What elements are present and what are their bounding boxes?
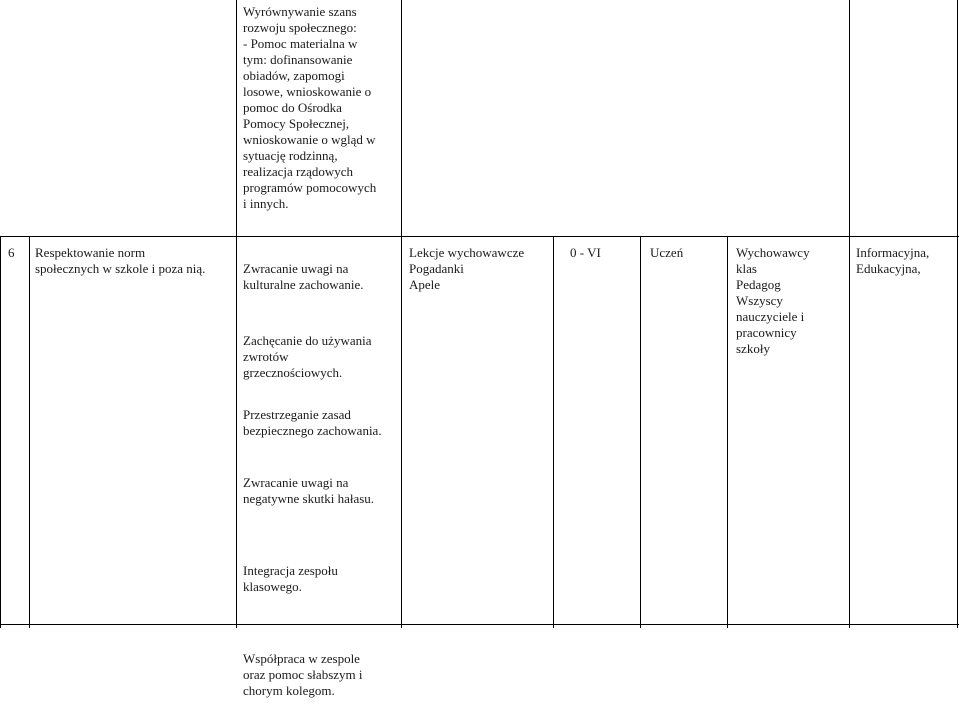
- activity-item: Integracja zespołu klasowego.: [243, 563, 338, 594]
- activities-cell: [243, 245, 398, 715]
- activity-item: Zwracanie uwagi na kulturalne zachowanie.: [243, 261, 364, 292]
- column-divider: [849, 0, 850, 628]
- activity-item: Zachęcanie do używania zwrotów grzecznościowych.: [243, 333, 372, 380]
- area-cell: Respektowanie norm społecznych w szkole i poza nią.: [35, 245, 206, 276]
- row-number: 6: [8, 245, 15, 260]
- activity-item: Zwracanie uwagi na negatywne skutki hałasu.: [243, 475, 375, 506]
- row-divider: [0, 624, 959, 625]
- column-divider: [957, 0, 958, 628]
- column-divider: [553, 236, 554, 628]
- classes-cell: 0 - VI: [570, 245, 601, 260]
- column-divider: [0, 236, 1, 628]
- column-divider: [727, 236, 728, 628]
- activity-item: Przestrzeganie zasad bezpiecznego zachowania.: [243, 407, 382, 438]
- row-divider: [0, 236, 959, 237]
- column-divider: [401, 0, 402, 628]
- activity-item: Współpraca w zespole oraz pomoc słabszym i chorym kolegom.: [243, 651, 363, 698]
- column-divider: [29, 236, 30, 628]
- responsible-cell: Wychowawcy klas Pedagog Wszyscy nauczyciele i pracownicy szkoły: [736, 245, 810, 356]
- column-divider: [640, 236, 641, 628]
- column-divider: [236, 0, 237, 628]
- forms-cell: Lekcje wychowawcze Pogadanki Apele: [409, 245, 525, 292]
- function-cell: Informacyjna, Edukacyjna,: [856, 245, 930, 276]
- prev-row-activities: Wyrównywanie szans rozwoju społecznego: - Pomoc materialna w tym: dofinansowanie obiadów, zapomogi losowe, wnioskowanie o pomoc do Ośrodka Pomocy Społecznej, wnioskowanie o wgląd w sytuację rodzinną, realizacja rządowych programów pomocowych i innych.: [243, 4, 377, 211]
- recipient-cell: Uczeń: [650, 245, 684, 260]
